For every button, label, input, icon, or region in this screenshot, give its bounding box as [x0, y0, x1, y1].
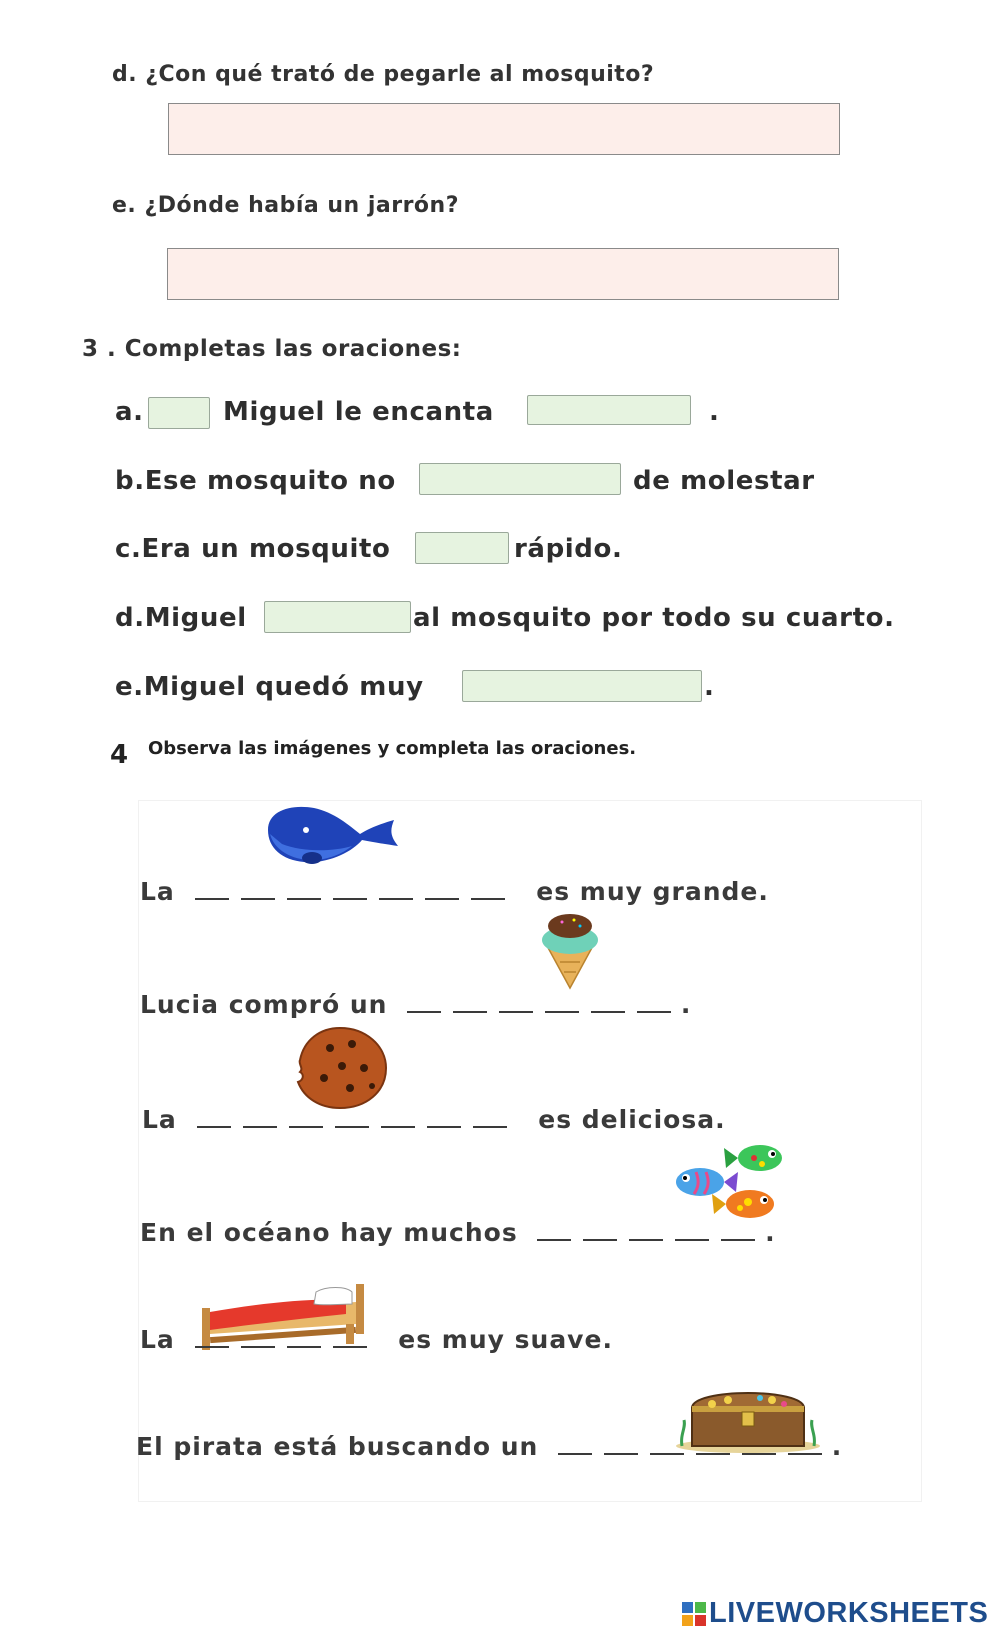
s4-4-blanks[interactable] [537, 1218, 765, 1247]
letter-blank[interactable] [335, 1122, 369, 1128]
s3c-prefix: c.Era un mosquito [115, 534, 391, 564]
footer-brand: LIVEWORKSHEETS [709, 1597, 989, 1629]
letter-blank[interactable] [333, 894, 367, 900]
letter-blank[interactable] [453, 1007, 487, 1013]
letter-blank[interactable] [788, 1449, 822, 1455]
letter-blank[interactable] [333, 1342, 367, 1348]
letter-blank[interactable] [425, 894, 459, 900]
question-d: d. ¿Con qué trató de pegarle al mosquito? [112, 62, 655, 87]
s4-sentence-4 [140, 1218, 776, 1247]
s3d-prefix: d.Miguel [115, 603, 247, 633]
letter-blank[interactable] [197, 1122, 231, 1128]
ice-cream-icon [530, 910, 610, 990]
letter-blank[interactable] [604, 1449, 638, 1455]
section3-heading: 3 . Completas las oraciones: [82, 336, 462, 362]
s3b-end: de molestar [633, 466, 815, 496]
letter-blank[interactable] [696, 1449, 730, 1455]
s3a-middle: Miguel le encanta [223, 397, 494, 427]
s4-2-after: . [680, 990, 692, 1019]
letter-blank[interactable] [427, 1122, 461, 1128]
s3d-end: al mosquito por todo su cuarto. [413, 603, 895, 633]
letter-blank[interactable] [287, 1342, 321, 1348]
s4-sentence-5 [140, 1325, 613, 1354]
question-e: e. ¿Dónde había un jarrón? [112, 193, 459, 218]
letter-blank[interactable] [243, 1122, 277, 1128]
s3a-blank-2[interactable] [527, 395, 691, 425]
letter-blank[interactable] [379, 894, 413, 900]
liveworksheets-logo [682, 1597, 988, 1630]
letter-blank[interactable] [721, 1235, 755, 1241]
s4-5-before: La [140, 1325, 175, 1354]
s3a-prefix: a. [115, 397, 144, 427]
s4-2-before: Lucia compró un [140, 990, 388, 1019]
s4-2-blanks[interactable] [407, 990, 681, 1019]
letter-blank[interactable] [195, 894, 229, 900]
letter-blank[interactable] [545, 1007, 579, 1013]
s4-3-after: es deliciosa. [538, 1105, 726, 1134]
letter-blank[interactable] [289, 1122, 323, 1128]
whale-icon [262, 800, 414, 872]
s4-1-blanks[interactable] [195, 877, 527, 906]
letter-blank[interactable] [629, 1235, 663, 1241]
s3a-end: . [709, 397, 720, 427]
letter-blank[interactable] [195, 1342, 229, 1348]
letter-blank[interactable] [637, 1007, 671, 1013]
letter-blank[interactable] [558, 1449, 592, 1455]
s4-1-after: es muy grande. [536, 877, 769, 906]
cookie-icon [290, 1022, 390, 1112]
s4-6-blanks[interactable] [558, 1432, 832, 1461]
s3c-end: rápido. [514, 534, 623, 564]
s4-sentence-3 [142, 1105, 726, 1134]
letter-blank[interactable] [537, 1235, 571, 1241]
letter-blank[interactable] [241, 1342, 275, 1348]
section4-instruction: Observa las imágenes y completa las oraciones. [148, 738, 637, 759]
section4-number: 4 [110, 740, 129, 770]
s3c-blank[interactable] [415, 532, 509, 564]
s4-sentence-2 [140, 990, 691, 1019]
letter-blank[interactable] [591, 1007, 625, 1013]
s3b-prefix: b.Ese mosquito no [115, 466, 396, 496]
s3e-blank[interactable] [462, 670, 702, 702]
s4-6-before: El pirata está buscando un [136, 1432, 539, 1461]
answer-box-e[interactable] [167, 248, 839, 300]
s3b-blank[interactable] [419, 463, 621, 495]
letter-blank[interactable] [650, 1449, 684, 1455]
s3a-blank-1[interactable] [148, 397, 210, 429]
letter-blank[interactable] [742, 1449, 776, 1455]
s4-4-after: . [765, 1218, 776, 1247]
s4-6-after: . [831, 1432, 843, 1461]
s4-sentence-6 [136, 1432, 842, 1461]
letter-blank[interactable] [287, 894, 321, 900]
logo-grid-icon [682, 1602, 706, 1626]
s4-3-blanks[interactable] [197, 1105, 529, 1134]
letter-blank[interactable] [241, 894, 275, 900]
s3e-prefix: e.Miguel quedó muy [115, 672, 424, 702]
fish-icon [668, 1138, 798, 1228]
s4-5-after: es muy suave. [398, 1325, 613, 1354]
answer-box-d[interactable] [168, 103, 840, 155]
letter-blank[interactable] [583, 1235, 617, 1241]
letter-blank[interactable] [499, 1007, 533, 1013]
s4-1-before: La [140, 877, 175, 906]
s4-5-blanks[interactable] [195, 1325, 389, 1354]
s4-3-before: La [142, 1105, 177, 1134]
s4-sentence-1 [140, 877, 769, 906]
letter-blank[interactable] [471, 894, 505, 900]
letter-blank[interactable] [675, 1235, 709, 1241]
s3e-end: . [704, 672, 715, 702]
letter-blank[interactable] [407, 1007, 441, 1013]
letter-blank[interactable] [473, 1122, 507, 1128]
s3d-blank[interactable] [264, 601, 411, 633]
letter-blank[interactable] [381, 1122, 415, 1128]
s4-4-before: En el océano hay muchos [140, 1218, 518, 1247]
